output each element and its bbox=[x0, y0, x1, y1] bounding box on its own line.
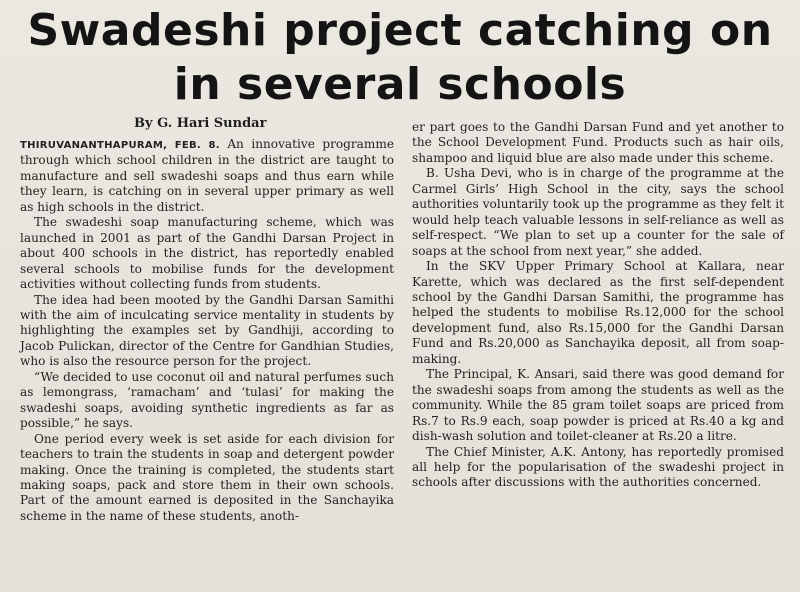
left-column bbox=[20, 137, 394, 524]
paragraph: B. Usha Devi, who is in charge of the programme at the Carmel Girls’ High School in the city, says the school authorities voluntarily took up the programme as they felt it would help teach valuable lessons in self-reliance as well as self-respect. “We plan to set up a counter for the sale of soaps at the school from next year,” she added. bbox=[412, 166, 784, 258]
dateline: THIRUVANANTHAPURAM, FEB. 8. bbox=[20, 140, 220, 151]
headline-line-2: in several schools bbox=[173, 59, 627, 110]
headline-line-1: Swadeshi project catching on bbox=[27, 5, 773, 56]
right-column bbox=[412, 120, 784, 491]
paragraph bbox=[20, 137, 394, 215]
paragraph: One period every week is set aside for each division for teachers to train the students in soap and detergent powder making. Once the training is completed, the students start making soaps, pack and store them in their own schools. Part of the amount earned is deposited in the Sanchayika scheme in the name of these students, anoth- bbox=[20, 431, 394, 523]
byline: By G. Hari Sundar bbox=[134, 116, 267, 131]
paragraph: The swadeshi soap manufacturing scheme, which was launched in 2001 as part of the Gandhi Darsan Project in about 400 schools in the district, has reportedly enabled several schools to mobilise funds for the development activities without collecting funds from students. bbox=[20, 215, 394, 292]
paragraph: The Chief Minister, A.K. Antony, has reportedly promised all help for the popularisation of the swadeshi project in schools after discussions with the authorities concerned. bbox=[412, 444, 784, 490]
paragraph: er part goes to the Gandhi Darsan Fund and yet another to the School Development Fund. Products such as hair oils, shampoo and liquid blue are also made under this scheme. bbox=[412, 120, 784, 165]
paragraph: The Principal, K. Ansari, said there was good demand for the swadeshi soaps from among the students as well as the community. While the 85 gram toilet soaps are priced from Rs.7 to Rs.9 each, soap powder is priced at Rs.40 a kg and dish-wash solution and toilet-cleaner at Rs.20 a litre. bbox=[412, 367, 784, 444]
paragraph: In the SKV Upper Primary School at Kallara, near Karette, which was declared as the first self-dependent school by the Gandhi Darsan Samithi, the programme has helped the students to mobilise Rs.12,000 for the school development fund, also Rs.15,000 for the Gandhi Darsan Fund and Rs.20,000 as Sanchayika deposit, all from soap-making. bbox=[412, 259, 784, 366]
paragraph: “We decided to use coconut oil and natural perfumes such as lemongrass, ‘ramacham’ and ‘tulasi’ for making the swadeshi soaps, avoiding synthetic ingredients as far as possible,” he says. bbox=[20, 369, 394, 431]
paragraph: The idea had been mooted by the Gandhi Darsan Samithi with the aim of inculcating service mentality in students by highlighting the examples set by Gandhiji, according to Jacob Pulickan, director of the Centre for Gandhian Studies, who is also the resource person for the project. bbox=[20, 292, 394, 369]
paragraph-text: An innovative programme through which school children in the district are taught to manufacture and sell swadeshi soaps and thus earn while they learn, is catching on in several upper primary as well as high schools in the district. bbox=[20, 137, 394, 214]
